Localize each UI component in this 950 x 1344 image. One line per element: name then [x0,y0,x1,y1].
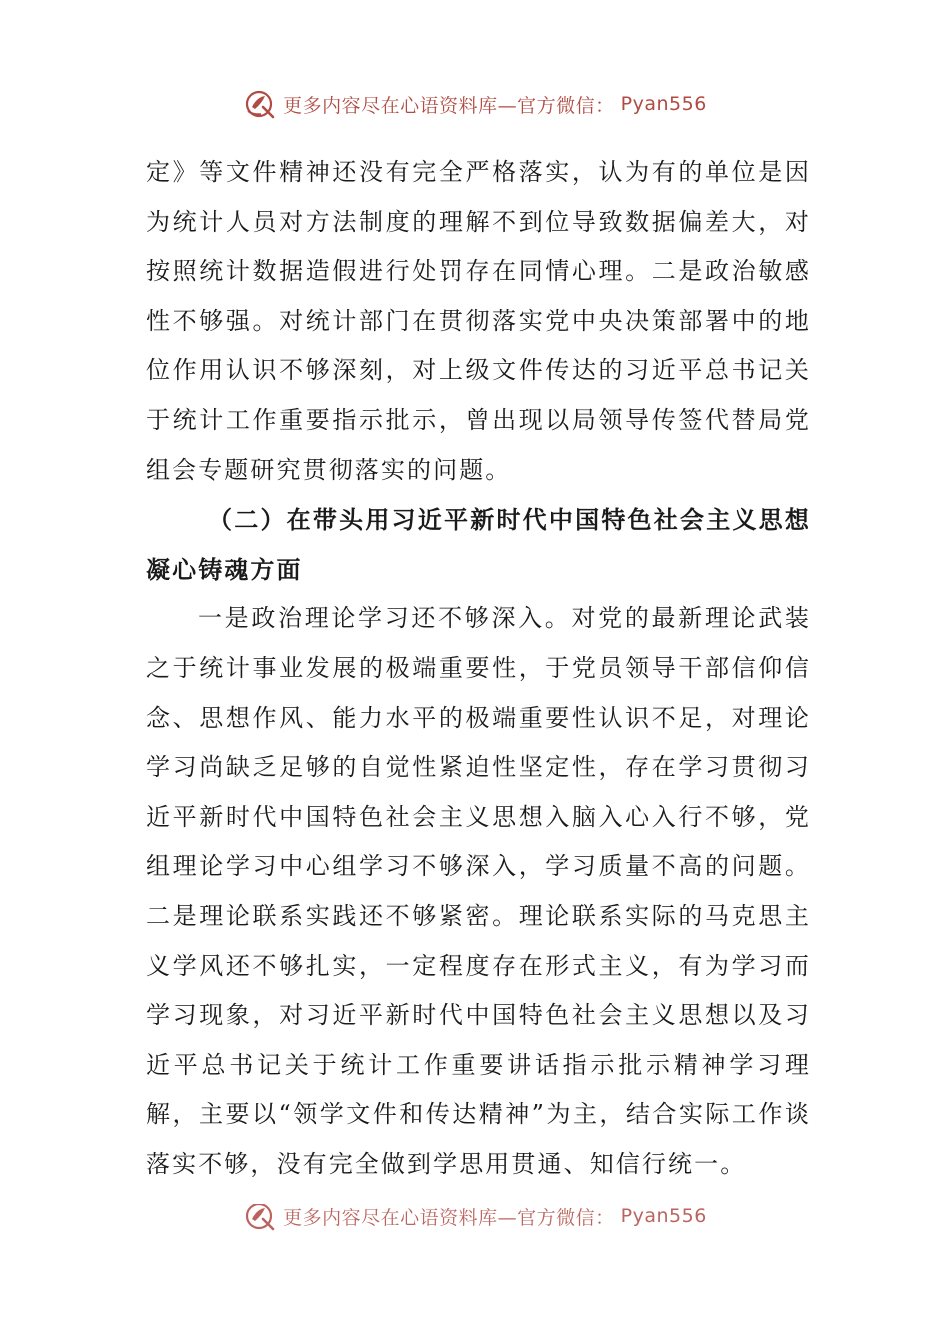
document-body [146,148,811,1189]
watermark-wechat-id: Pyan556 [620,93,707,115]
pen-logo-icon [243,1204,277,1233]
watermark-wechat-id: Pyan556 [620,1205,707,1227]
paragraph-1: 定》等文件精神还没有完全严格落实，认为有的单位是因为统计人员对方法制度的理解不到位导致数据偏差大，对按照统计数据造假进行处罚存在同情心理。二是政治敏感性不够强。对统计部门在贯彻落实党中央决策部署中的地位作用认识不够深刻，对上级文件传达的习近平总书记关于统计工作重要指示批示，曾出现以局领导传签代替局党组会专题研究贯彻落实的问题。 [146,158,811,484]
header-watermark [0,84,950,124]
paragraph-2: 一是政治理论学习还不够深入。对党的最新理论武装之于统计事业发展的极端重要性，于党员领导干部信仰信念、思想作风、能力水平的极端重要性认识不足，对理论学习尚缺乏足够的自觉性紧迫性坚定性，存在学习贯彻习近平新时代中国特色社会主义思想入脑入心入行不够，党组理论学习中心组学习不够深入，学习质量不高的问题。二是理论联系实践还不够紧密。理论联系实际的马克思主义学风还不够扎实，一定程度存在形式主义，有为学习而学习现象，对习近平新时代中国特色社会主义思想以及习近平总书记关于统计工作重要讲话指示批示精神学习理解，主要以“领学文件和传达精神”为主，结合实际工作谈落实不够，没有完全做到学思用贯通、知信行统一。 [146,604,811,1178]
pen-logo-icon [243,87,277,121]
footer-watermark [0,1204,950,1238]
watermark-text: 更多内容尽在心语资料库—官方微信： [283,1206,615,1229]
watermark-text: 更多内容尽在心语资料库—官方微信： [283,94,615,117]
section-heading-2: （二）在带头用习近平新时代中国特色社会主义思想凝心铸魂方面 [146,505,811,584]
